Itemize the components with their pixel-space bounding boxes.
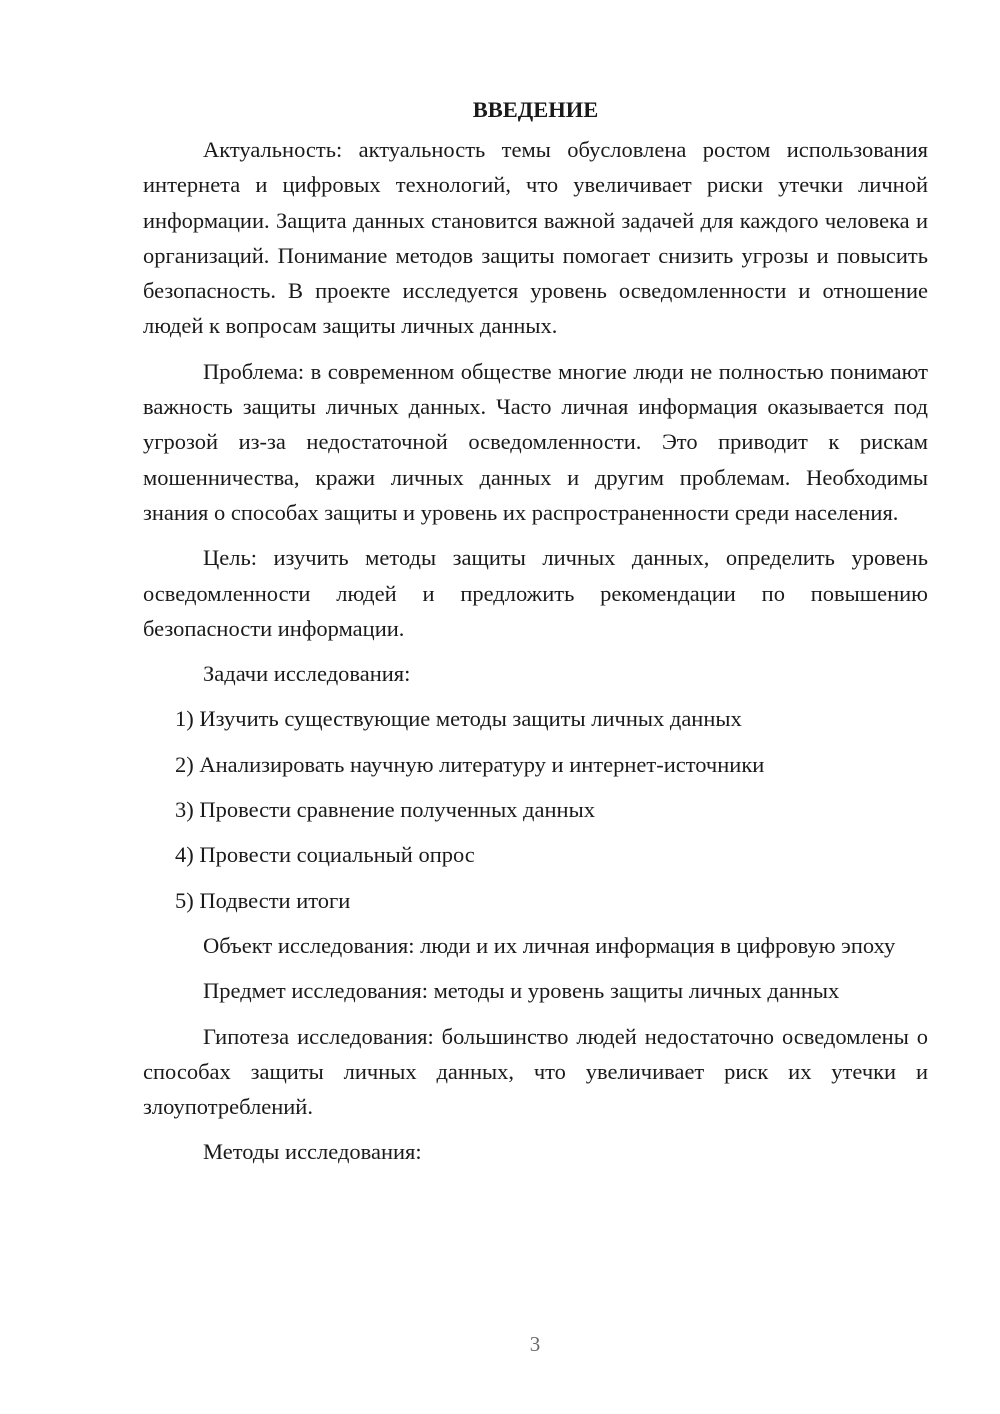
tasks-heading: Задачи исследования: — [203, 661, 411, 687]
list-item: 1) Изучить существующие методы защиты личных данных — [175, 706, 742, 732]
paragraph-subject: Предмет исследования: методы и уровень защиты личных данных — [203, 978, 840, 1004]
methods-heading: Методы исследования: — [203, 1139, 422, 1165]
paragraph-object: Объект исследования: люди и их личная информация в цифровую эпоху — [203, 932, 896, 958]
list-item: 5) Подвести итоги — [175, 887, 351, 913]
page-body — [143, 90, 928, 1180]
page-number: 3 — [529, 1332, 541, 1356]
list-item: 3) Провести сравнение полученных данных — [175, 797, 595, 823]
list-item: 2) Анализировать научную литературу и интернет-источники — [175, 751, 765, 777]
paragraph-goal: Цель: изучить методы защиты личных данных, определить уровень осведомленности людей и предложить рекомендации по повышению безопасности информации. — [143, 545, 928, 641]
tasks-list — [143, 701, 928, 917]
list-item: 4) Провести социальный опрос — [175, 842, 475, 868]
section-title: ВВЕДЕНИЕ — [472, 97, 599, 122]
paragraph-hypothesis: Гипотеза исследования: большинство людей недостаточно осведомлены о способах защиты личных данных, что увеличивает риск их утечки и злоупотреблений. — [143, 1023, 928, 1120]
paragraph-relevance: Актуальность: актуальность темы обусловлена ростом использования интернета и цифровых технологий, что увеличивает риски утечки личной информации. Защита данных становится важной задачей для каждого человека и организаций. Понимание методов защиты помогает снизить угрозы и повысить безопасность. В проекте исследуется уровень осведомленности и отношение людей к вопросам защиты личных данных. — [143, 137, 928, 339]
paragraph-problem: Проблема: в современном обществе многие люди не полностью понимают важность защиты личных данных. Часто личная информация оказывается под угрозой из-за недостаточной осведомленности. Это приводит к рискам мошенничества, кражи личных данных и другим проблемам. Необходимы знания о способах защиты и уровень их распространенности среди населения. — [143, 358, 928, 525]
